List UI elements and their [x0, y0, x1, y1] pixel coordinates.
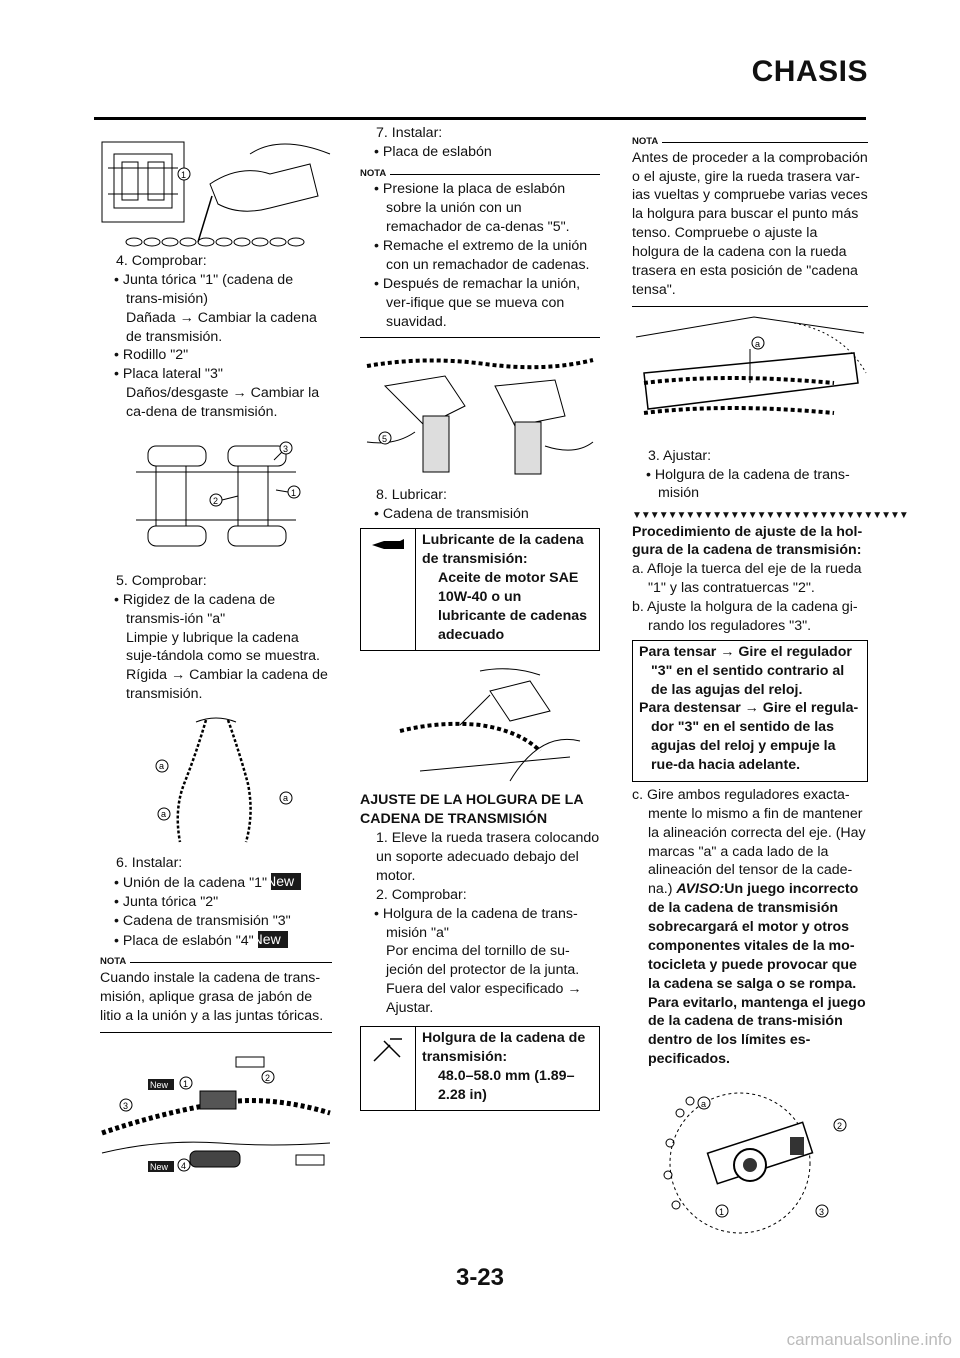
- step-3-bullet-1: • Holgura de la cadena de trans-misión: [646, 466, 850, 502]
- procedure-title: Procedimiento de ajuste de la hol-gura de la cadena de transmisión:: [632, 523, 863, 559]
- measurement-icon: [361, 1027, 416, 1111]
- svg-text:a: a: [701, 1099, 707, 1110]
- lubricant-spec-box: [360, 528, 600, 651]
- figure-chain-links: [126, 432, 306, 562]
- note-bullet-2: • Remache el extremo de la unión con un remachador de cadenas.: [374, 238, 590, 273]
- step-5-text-2: Rígida → Cambiar la cadena de transmisión.: [126, 667, 328, 703]
- procedure-step-b: b. Ajuste la holgura de la cadena gi-rando los reguladores "3".: [632, 599, 858, 634]
- step-4-bullet-1: • Junta tórica "1" (cadena de trans-misión): [114, 271, 294, 307]
- note-text: Antes de proceder a la comprobación o el ajuste, gire la rueda trasera var-ias vueltas y compruebe varias veces la holgura para buscar el punto más tenso. Compruebe o ajuste la holgura de la cadena con la rueda trasera en esta posición de "cadena tensa".: [632, 149, 868, 298]
- step-8-title: 8. Lubricar:: [376, 487, 447, 504]
- lubricant-value: Aceite de motor SAE 10W-40 o un lubricante de cadenas adecuado: [438, 569, 588, 643]
- lubricant-title: Lubricante de la cadena de transmisión:: [422, 532, 584, 567]
- procedure-step-c: c. Gire ambos reguladores exacta-mente lo mismo a fin de mantener la alineación correcta del eje. (Hay marcas "a" a cada lado de la alineación del tensor de la cade-na.) AVISO:Un juego incorrecto de la cadena de transmisión sobrecargará el motor y otros componentes vitales de la mo-tocicleta y puede provocar que la cadena se salga o se rompa. Para evitarlo, mantenga el juego de la cadena de trans-misión dentro de los límites es-pecificados.: [632, 786, 866, 1068]
- slack-title: Holgura de la cadena de transmisión:: [422, 1029, 586, 1065]
- procedure-start-marker: ▼▼▼▼▼▼▼▼▼▼▼▼▼▼▼▼▼▼▼▼▼▼▼▼▼▼▼▼▼▼▼: [632, 510, 908, 522]
- column-2: [360, 124, 600, 1111]
- figure-chain-joint-install: [100, 1043, 332, 1177]
- svg-text:a: a: [755, 338, 761, 349]
- section-step-1: 1. Eleve la rueda trasera colocando un soporte adecuado debajo del motor.: [376, 830, 600, 884]
- step-3-title: 3. Ajustar:: [648, 447, 712, 464]
- step-6-bullet-3: • Cadena de transmisión "3": [114, 912, 291, 929]
- new-badge: New: [271, 873, 301, 890]
- svg-text:2: 2: [837, 1121, 843, 1132]
- note-end-rule: [360, 337, 600, 338]
- column-1: [100, 124, 332, 1177]
- loosen-instruction: Para destensar → Gire el regula-dor "3" en el sentido de las agujas del reloj y empuje la rue-da hacia adelante.: [639, 700, 859, 774]
- section-heading: AJUSTE DE LA HOLGURA DE LA CADENA DE TRANSMISIÓN: [360, 792, 584, 828]
- section-step-2-bullet: • Holgura de la cadena de trans-misión "a": [374, 905, 578, 941]
- aviso-text: Un juego incorrecto de la cadena de transmisión sobrecargará el motor y otros componentes vitales de la mo-tocicleta y puede provocar que la cadena se salga o se rompa. Para evitarlo, mantenga el juego de la cadena de trans-misión dentro de los límites es-pecificados.: [648, 881, 866, 1068]
- svg-text:1: 1: [291, 487, 297, 498]
- header-rule: [94, 117, 866, 120]
- svg-text:a: a: [161, 809, 167, 819]
- slack-spec-box: [360, 1026, 600, 1112]
- svg-text:1: 1: [183, 1078, 189, 1089]
- procedure-step-a: a. Afloje la tuerca del eje de la rueda "1" y las contratuercas "2".: [632, 561, 862, 597]
- figure-chain-slack: [634, 313, 866, 441]
- step-4-bullet-1-action: Dañada → Cambiar la cadena de transmisión.: [126, 309, 317, 345]
- svg-text:3: 3: [123, 1100, 129, 1111]
- step-5-title: 5. Comprobar:: [116, 572, 207, 589]
- note-header: NOTA: [360, 168, 600, 181]
- section-step-2-text-1: Por encima del tornillo de su-jeción del protector de la junta.: [386, 943, 580, 979]
- note-text: Cuando instale la cadena de trans-misión, aplique grasa de jabón de litio a la unión y a las juntas tóricas.: [100, 970, 324, 1024]
- svg-text:4: 4: [181, 1160, 187, 1171]
- svg-text:3: 3: [283, 443, 289, 454]
- figure-chain-spray: [380, 661, 580, 785]
- step-7-title: 7. Instalar:: [376, 125, 443, 141]
- step-7-bullet-1: • Placa de eslabón: [374, 143, 492, 160]
- slack-value: 48.0–58.0 mm (1.89–2.28 in): [438, 1067, 575, 1103]
- figure-chain-hanging: [136, 714, 296, 848]
- step-5-text-1: Limpie y lubrique la cadena suje-tándola como se muestra.: [126, 629, 320, 665]
- section-step-2-title: 2. Comprobar:: [376, 886, 467, 903]
- step-5-bullet-1: • Rigidez de la cadena de transmis-ión "a": [114, 591, 276, 627]
- step-4-bullet-3: • Placa lateral "3": [114, 366, 223, 383]
- step-6-bullet-2: • Junta tórica "2": [114, 893, 219, 910]
- step-4-title: 4. Comprobar:: [116, 253, 207, 269]
- step-6-title: 6. Instalar:: [116, 855, 183, 871]
- column-3: [632, 124, 908, 1233]
- figure-chain-lubrication: [100, 124, 332, 252]
- note-end-rule: [632, 306, 868, 307]
- aviso-label: AVISO:: [676, 881, 725, 898]
- note-bullet-1: • Presione la placa de eslabón sobre la unión con un remachador de ca-denas "5".: [374, 181, 570, 236]
- figure-adjuster: [650, 1083, 850, 1233]
- step-8-bullet-1: • Cadena de transmisión: [374, 506, 529, 523]
- svg-text:a: a: [283, 793, 289, 803]
- svg-text:5: 5: [382, 434, 388, 445]
- page-number: 3-23: [455, 1264, 505, 1291]
- svg-text:New: New: [150, 1161, 169, 1172]
- step-4-bullet-3-action: Daños/desgaste → Cambiar la ca-dena de transmisión.: [126, 385, 320, 420]
- svg-text:1: 1: [181, 170, 187, 180]
- svg-text:2: 2: [265, 1072, 271, 1083]
- note-header: NOTA: [100, 956, 332, 969]
- oil-can-icon: [361, 529, 416, 650]
- note-end-rule: [100, 1032, 332, 1033]
- note-header: NOTA: [632, 136, 868, 149]
- svg-text:a: a: [159, 761, 165, 771]
- watermark: carmanualsonline.info: [786, 1330, 952, 1350]
- page-title: CHASIS: [751, 55, 868, 88]
- svg-text:New: New: [150, 1079, 169, 1090]
- step-4-bullet-2: • Rodillo "2": [114, 347, 189, 364]
- tension-direction-box: [632, 640, 868, 782]
- note-bullet-3: • Después de remachar la unión, ver-ifique que se mueva con suavidad.: [374, 275, 581, 330]
- figure-chain-riveter: [365, 346, 595, 478]
- tighten-instruction: Para tensar → Gire el regulador "3" en el sentido contrario al de las agujas del reloj.: [639, 643, 852, 698]
- section-step-2-text-2: Fuera del valor especificado → Ajustar.: [386, 981, 582, 1016]
- new-badge: New: [258, 931, 288, 948]
- svg-text:3: 3: [819, 1207, 825, 1218]
- svg-text:2: 2: [213, 495, 219, 506]
- step-6-bullet-1: • Unión de la cadena "1"New: [100, 873, 332, 893]
- step-6-bullet-4: • Placa de eslabón "4"New: [100, 931, 332, 951]
- svg-text:1: 1: [719, 1207, 725, 1218]
